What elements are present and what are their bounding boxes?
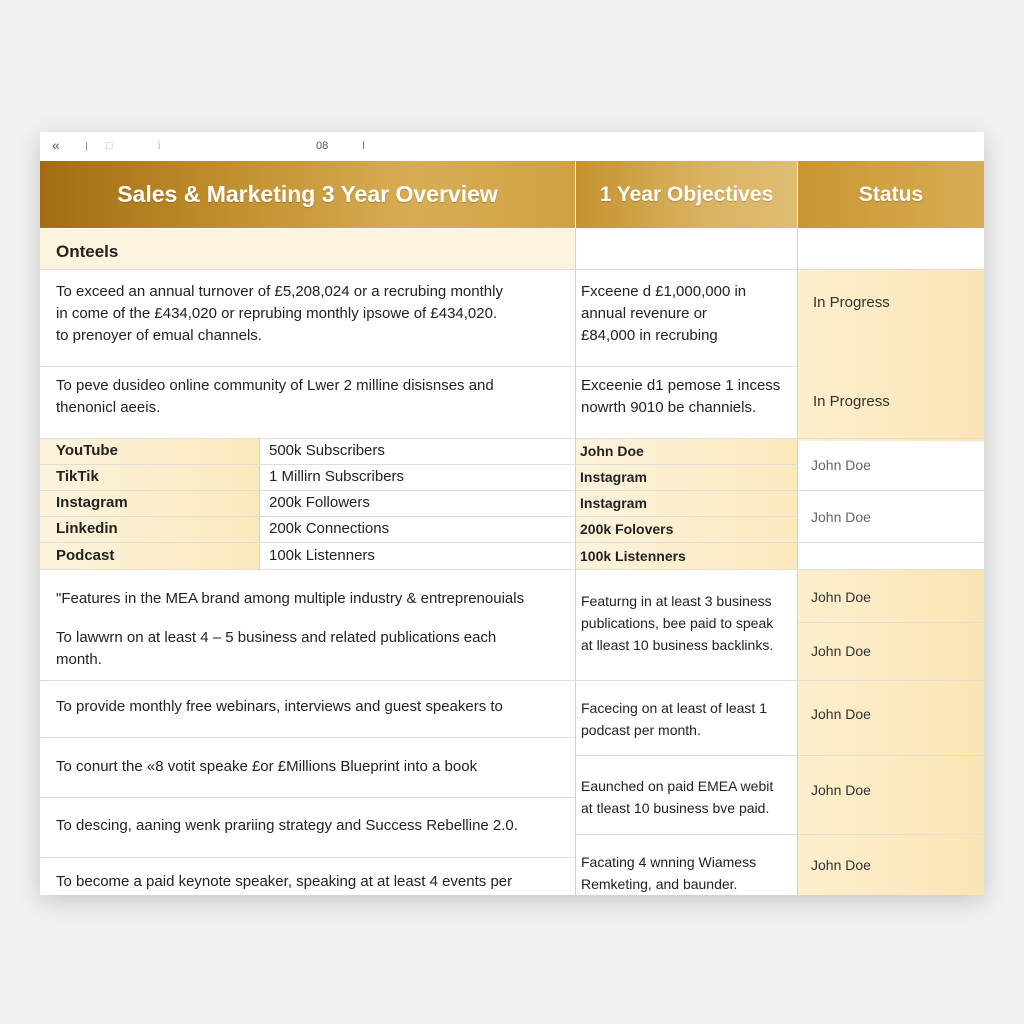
toolbar bbox=[40, 132, 984, 162]
section-label: Onteels bbox=[56, 242, 119, 261]
channel-value[interactable]: 1 Millirn Subscribers bbox=[269, 468, 405, 485]
overview-cell-r5b[interactable]: To descing, aaning wenk prariing strategy and Success Rebelline 2.0. bbox=[56, 817, 518, 834]
column-divider bbox=[575, 228, 576, 895]
section-row bbox=[40, 229, 575, 269]
toolbar-mark[interactable]: i bbox=[158, 140, 161, 152]
row-divider bbox=[576, 755, 984, 756]
row-divider bbox=[40, 569, 984, 570]
objective-cell-r6[interactable]: Facating 4 wnning Wiamess Remketing, and baunder. bbox=[581, 854, 757, 892]
toolbar-divider bbox=[86, 142, 87, 151]
status-cell-r6[interactable]: John Doe bbox=[811, 857, 871, 873]
overview-cell-r6[interactable]: To become a paid keynote speaker, speaking at at least 4 events per bbox=[56, 873, 513, 890]
row-divider bbox=[40, 464, 797, 465]
overview-cell-r2[interactable]: To peve dusideo online community of Lwer 2 milline disisnses and thenonicl aeeis. bbox=[56, 377, 494, 416]
row-divider bbox=[40, 797, 575, 798]
toolbar-mark[interactable]: I bbox=[362, 140, 366, 152]
row-divider bbox=[40, 680, 984, 681]
overview-cell-r1[interactable]: To exceed an annual turnover of £5,208,024 or a recrubing monthly in come of the £434,020 or reprubing monthly ipsowe of £434,020. to prenoyer of emual channels. bbox=[56, 283, 503, 344]
row-divider bbox=[40, 366, 797, 367]
objective-cell-r4[interactable]: Facecing on at least of least 1 podcast per month. bbox=[581, 700, 767, 738]
channel-objective[interactable]: Instagram bbox=[580, 469, 647, 485]
channel-objective[interactable]: John Doe bbox=[580, 443, 644, 459]
spreadsheet-window bbox=[40, 132, 984, 895]
channel-name[interactable]: Instagram bbox=[56, 494, 128, 511]
objective-cell-r3[interactable]: Featurng in at least 3 business publications, bee paid to speak at lleast 10 business backlinks. bbox=[581, 593, 774, 653]
channel-status[interactable]: John Doe bbox=[811, 509, 871, 525]
overview-cell-r4[interactable]: To provide monthly free webinars, interviews and guest speakers to bbox=[56, 698, 503, 715]
channel-name[interactable]: Podcast bbox=[56, 547, 115, 564]
overview-cell-r3a[interactable]: "Features in the MEA brand among multiple industry & entreprenouials bbox=[56, 590, 525, 607]
row-divider bbox=[40, 438, 984, 439]
row-divider bbox=[40, 542, 984, 543]
channel-objective[interactable]: Instagram bbox=[580, 495, 647, 511]
row-divider bbox=[576, 834, 984, 835]
channel-name[interactable]: Linkedin bbox=[56, 520, 118, 537]
channel-name[interactable]: YouTube bbox=[56, 442, 118, 459]
status-cell-r5[interactable]: John Doe bbox=[811, 782, 871, 798]
header-overview[interactable]: Sales & Marketing 3 Year Overview bbox=[40, 161, 575, 228]
channel-objective[interactable]: 200k Folovers bbox=[580, 521, 674, 537]
row-divider bbox=[40, 516, 797, 517]
objective-cell-r2[interactable]: Exceenie d1 pemose 1 incess nowrth 9010 be channiels. bbox=[581, 377, 781, 416]
row-divider bbox=[40, 857, 575, 858]
channel-value[interactable]: 200k Connections bbox=[269, 520, 390, 537]
overview-cell-r3b[interactable]: To lawwrn on at least 4 – 5 business and related publications each month. bbox=[56, 629, 497, 668]
column-divider bbox=[259, 438, 260, 570]
channel-value[interactable]: 500k Subscribers bbox=[269, 442, 385, 459]
row-divider bbox=[40, 490, 984, 491]
channel-value[interactable]: 100k Listenners bbox=[269, 547, 375, 564]
overview-cell-r5a[interactable]: To conurt the «8 votit speake £or £Millions Blueprint into a book bbox=[56, 758, 478, 775]
objective-cell-r1[interactable]: Fxceene d £1,000,000 in annual revenure or £84,000 in recrubing bbox=[581, 283, 747, 344]
channel-status[interactable]: John Doe bbox=[811, 457, 871, 473]
channel-name[interactable]: TikTik bbox=[56, 468, 99, 485]
back-icon[interactable]: « bbox=[52, 137, 60, 153]
header-status[interactable]: Status bbox=[798, 161, 984, 228]
header-objectives[interactable]: 1 Year Objectives bbox=[576, 161, 797, 228]
row-divider bbox=[798, 622, 984, 623]
row-divider bbox=[40, 737, 575, 738]
status-cell-r2[interactable]: In Progress bbox=[813, 393, 890, 410]
toolbar-mark[interactable]: □ bbox=[106, 140, 113, 152]
status-cell-r1[interactable]: In Progress bbox=[813, 294, 890, 311]
status-cell-r4[interactable]: John Doe bbox=[811, 706, 871, 722]
channel-objective[interactable]: 100k Listenners bbox=[580, 548, 686, 564]
toolbar-mark[interactable]: 08 bbox=[316, 140, 329, 152]
channel-value[interactable]: 200k Followers bbox=[269, 494, 370, 511]
objective-cell-r5[interactable]: Eaunched on paid EMEA webit at tleast 10 business bve paid. bbox=[581, 778, 774, 816]
status-cell-r3a[interactable]: John Doe bbox=[811, 589, 871, 605]
row-divider bbox=[40, 269, 984, 270]
status-cell-r3b[interactable]: John Doe bbox=[811, 643, 871, 659]
column-divider bbox=[797, 228, 798, 895]
